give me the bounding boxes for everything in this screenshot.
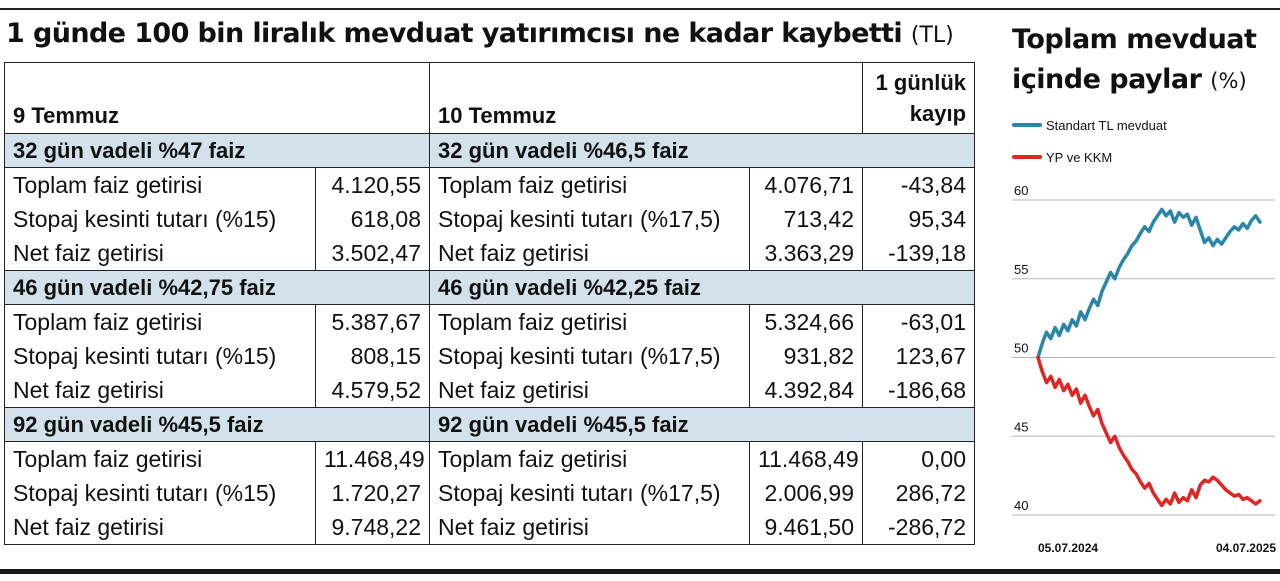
legend-label-fx: YP ve KKM: [1046, 150, 1113, 165]
table-row: [5, 476, 975, 510]
section-header-row: [5, 271, 975, 305]
loss-value: -63,01: [863, 305, 975, 340]
section-left-title: 92 gün vadeli %45,5 faiz: [5, 408, 430, 442]
right-value: 11.468,49: [750, 442, 863, 477]
right-label: Toplam faiz getirisi: [430, 305, 750, 340]
left-value: 9.748,22: [316, 510, 430, 545]
right-label: Net faiz getirisi: [430, 510, 750, 545]
y-tick-label: 50: [1014, 340, 1029, 356]
right-label: Stopaj kesinti tutarı (%17,5): [430, 476, 750, 510]
section-right-title: 46 gün vadeli %42,25 faiz: [430, 271, 975, 305]
table-row: [5, 442, 975, 477]
right-value: 4.392,84: [750, 373, 863, 408]
left-label: Stopaj kesinti tutarı (%15): [5, 476, 316, 510]
header-daily-loss: [863, 63, 975, 134]
loss-value: -43,84: [863, 168, 975, 203]
header-loss-line1: 1 günlük: [875, 70, 967, 95]
right-label: Toplam faiz getirisi: [430, 168, 750, 203]
loss-value: -186,68: [863, 373, 975, 408]
loss-value: 123,67: [863, 339, 975, 373]
deposit-loss-table: [4, 62, 975, 545]
deposit-share-chart: [1000, 100, 1280, 560]
series-line-fx: [1038, 358, 1260, 506]
chart-legend: [1014, 118, 1167, 165]
loss-value: 0,00: [863, 442, 975, 477]
y-tick-label: 55: [1014, 261, 1029, 277]
top-rule: [0, 8, 1280, 10]
y-tick-label: 40: [1014, 498, 1029, 513]
left-label: Toplam faiz getirisi: [5, 442, 316, 477]
left-value: 4.579,52: [316, 373, 430, 408]
header-july-9: 9 Temmuz: [5, 63, 430, 134]
left-value: 808,15: [316, 339, 430, 373]
header-loss-line2: kayıp: [909, 101, 967, 126]
bottom-rule: [0, 569, 1280, 574]
section-left-title: 32 gün vadeli %47 faiz: [5, 134, 430, 168]
table-row: [5, 305, 975, 340]
left-value: 4.120,55: [316, 168, 430, 203]
right-label: Net faiz getirisi: [430, 236, 750, 271]
section-right-title: 32 gün vadeli %46,5 faiz: [430, 134, 975, 168]
right-label: Toplam faiz getirisi: [430, 442, 750, 477]
chart-title-line1: Toplam mevduat: [1012, 24, 1257, 55]
table-title: [6, 18, 954, 49]
table-header-row: [5, 63, 975, 134]
right-value: 4.076,71: [750, 168, 863, 203]
left-value: 3.502,47: [316, 236, 430, 271]
x-tick-label-end: 04.07.2025: [1215, 541, 1276, 555]
left-label: Stopaj kesinti tutarı (%15): [5, 339, 316, 373]
left-value: 11.468,49: [316, 442, 430, 477]
right-value: 9.461,50: [750, 510, 863, 545]
left-label: Net faiz getirisi: [5, 373, 316, 408]
table-row: [5, 510, 975, 545]
table-row: [5, 202, 975, 236]
right-label: Stopaj kesinti tutarı (%17,5): [430, 202, 750, 236]
table-title-text: 1 günde 100 bin liralık mevduat yatırımcısı ne kadar kaybetti: [6, 18, 903, 49]
y-tick-label: 45: [1014, 419, 1029, 435]
left-label: Toplam faiz getirisi: [5, 305, 316, 340]
right-value: 931,82: [750, 339, 863, 373]
legend-label-tl: Standart TL mevduat: [1046, 118, 1167, 133]
right-value: 2.006,99: [750, 476, 863, 510]
left-value: 5.387,67: [316, 305, 430, 340]
left-value: 618,08: [316, 202, 430, 236]
chart-title-line2: içinde paylar: [1012, 64, 1202, 95]
right-label: Stopaj kesinti tutarı (%17,5): [430, 339, 750, 373]
right-value: 713,42: [750, 202, 863, 236]
right-value: 5.324,66: [750, 305, 863, 340]
left-label: Stopaj kesinti tutarı (%15): [5, 202, 316, 236]
section-right-title: 92 gün vadeli %45,5 faiz: [430, 408, 975, 442]
loss-value: 286,72: [863, 476, 975, 510]
loss-value: 95,34: [863, 202, 975, 236]
section-header-row: [5, 408, 975, 442]
right-label: Net faiz getirisi: [430, 373, 750, 408]
series-line-tl: [1038, 209, 1260, 357]
left-label: Toplam faiz getirisi: [5, 168, 316, 203]
section-header-row: [5, 134, 975, 168]
y-axis: [1012, 183, 1275, 515]
left-label: Net faiz getirisi: [5, 510, 316, 545]
table-row: [5, 236, 975, 271]
x-axis: [1038, 541, 1276, 555]
table-row: [5, 373, 975, 408]
chart-title-unit: (%): [1210, 69, 1247, 93]
y-tick-label: 60: [1014, 183, 1029, 198]
section-left-title: 46 gün vadeli %42,75 faiz: [5, 271, 430, 305]
table-row: [5, 339, 975, 373]
table-row: [5, 168, 975, 203]
loss-value: -139,18: [863, 236, 975, 271]
x-tick-label-start: 05.07.2024: [1038, 541, 1099, 555]
chart-title: [1012, 20, 1256, 101]
right-value: 3.363,29: [750, 236, 863, 271]
left-label: Net faiz getirisi: [5, 236, 316, 271]
left-value: 1.720,27: [316, 476, 430, 510]
loss-value: -286,72: [863, 510, 975, 545]
header-july-10: 10 Temmuz: [430, 63, 863, 134]
table-title-unit: (TL): [910, 23, 954, 48]
